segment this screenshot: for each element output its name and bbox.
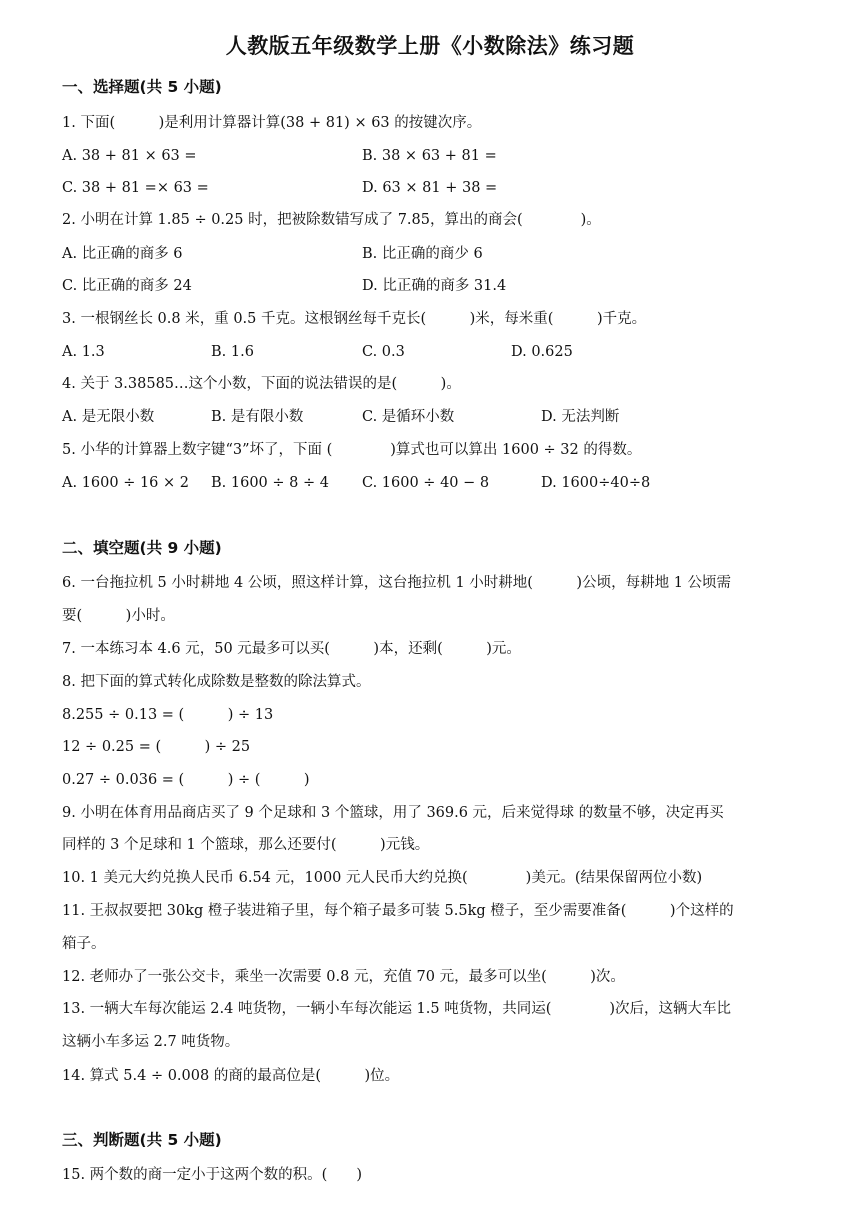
section-heading-choice: 一、选择题(共 5 小题) [62,78,222,96]
question-2-option-a: A. 比正确的商多 6 [62,246,183,262]
question-8-stem: 8. 把下面的算式转化成除数是整数的除法算式。 [62,674,371,690]
question-8-expression-2: 12 ÷ 0.25 = ( ) ÷ 25 [62,739,251,755]
question-11-line-1: 11. 王叔叔要把 30kg 橙子装进箱子里，每个箱子最多可装 5.5kg 橙子，至少需要准备( )个这样的 [62,903,734,919]
question-8-expression-3: 0.27 ÷ 0.036 = ( ) ÷ ( ) [62,772,310,788]
question-1-option-d: D. 63 × 81 + 38 = [362,180,498,196]
question-6-line-2: 要( )小时。 [62,608,175,624]
question-1-option-c: C. 38 + 81 =× 63 = [62,180,209,196]
question-5-option-d: D. 1600÷40÷8 [541,475,651,491]
question-3-option-d: D. 0.625 [511,344,573,360]
question-4-option-a: A. 是无限小数 [62,409,155,425]
question-11-line-2: 箱子。 [62,936,106,952]
question-9-line-1: 9. 小明在体育用品商店买了 9 个足球和 3 个篮球，用了 369.6 元，后来觉得球 的数量不够，决定再买 [62,805,724,821]
question-12: 12. 老师办了一张公交卡，乘坐一次需要 0.8 元，充值 70 元，最多可以坐( )次。 [62,969,625,985]
question-6-line-1: 6. 一台拖拉机 5 小时耕地 4 公顷，照这样计算，这台拖拉机 1 小时耕地( )公顷，每耕地 1 公顷需 [62,575,732,591]
question-1-stem: 1. 下面( )是利用计算器计算(38 + 81) × 63 的按键次序。 [62,115,482,131]
question-1-option-b: B. 38 × 63 + 81 = [362,148,497,164]
question-15: 15. 两个数的商一定小于这两个数的积。( ) [62,1167,362,1183]
question-5-option-c: C. 1600 ÷ 40 − 8 [362,475,490,491]
question-4-option-d: D. 无法判断 [541,409,620,425]
section-heading-fill: 二、填空题(共 9 小题) [62,539,222,557]
question-10: 10. 1 美元大约兑换人民币 6.54 元，1000 元人民币大约兑换( )美元。(结果保留两位小数) [62,870,703,886]
question-2-option-d: D. 比正确的商多 31.4 [362,278,507,294]
question-3-option-a: A. 1.3 [62,344,105,360]
page-title: 人教版五年级数学上册《小数除法》练习题 [225,34,635,58]
question-13-line-2: 这辆小车多运 2.7 吨货物。 [62,1034,240,1050]
question-14: 14. 算式 5.4 ÷ 0.008 的商的最高位是( )位。 [62,1068,400,1084]
question-8-expression-1: 8.255 ÷ 0.13 = ( ) ÷ 13 [62,707,274,723]
question-4-option-c: C. 是循环小数 [362,409,455,425]
question-7: 7. 一本练习本 4.6 元，50 元最多可以买( )本，还剩( )元。 [62,641,521,657]
question-4-option-b: B. 是有限小数 [211,409,304,425]
question-4-stem: 4. 关于 3.38585…这个小数，下面的说法错误的是( )。 [62,376,461,392]
question-2-stem: 2. 小明在计算 1.85 ÷ 0.25 时，把被除数错写成了 7.85，算出的商会( )。 [62,212,601,228]
question-2-option-c: C. 比正确的商多 24 [62,278,192,294]
question-3-stem: 3. 一根钢丝长 0.8 米，重 0.5 千克。这根钢丝每千克长( )米，每米重( )千克。 [62,311,647,327]
question-3-option-b: B. 1.6 [211,344,254,360]
section-heading-judge: 三、判断题(共 5 小题) [62,1131,222,1149]
question-5-stem: 5. 小华的计算器上数字键“3”坏了，下面 ( )算式也可以算出 1600 ÷ 32 的得数。 [62,442,642,458]
question-3-option-c: C. 0.3 [362,344,405,360]
question-13-line-1: 13. 一辆大车每次能运 2.4 吨货物，一辆小车每次能运 1.5 吨货物，共同运( )次后，这辆大车比 [62,1001,732,1017]
question-1-option-a: A. 38 + 81 × 63 = [62,148,197,164]
question-5-option-b: B. 1600 ÷ 8 ÷ 4 [211,475,329,491]
question-9-line-2: 同样的 3 个足球和 1 个篮球，那么还要付( )元钱。 [62,837,430,853]
question-2-option-b: B. 比正确的商少 6 [362,246,483,262]
question-5-option-a: A. 1600 ÷ 16 × 2 [62,475,190,491]
